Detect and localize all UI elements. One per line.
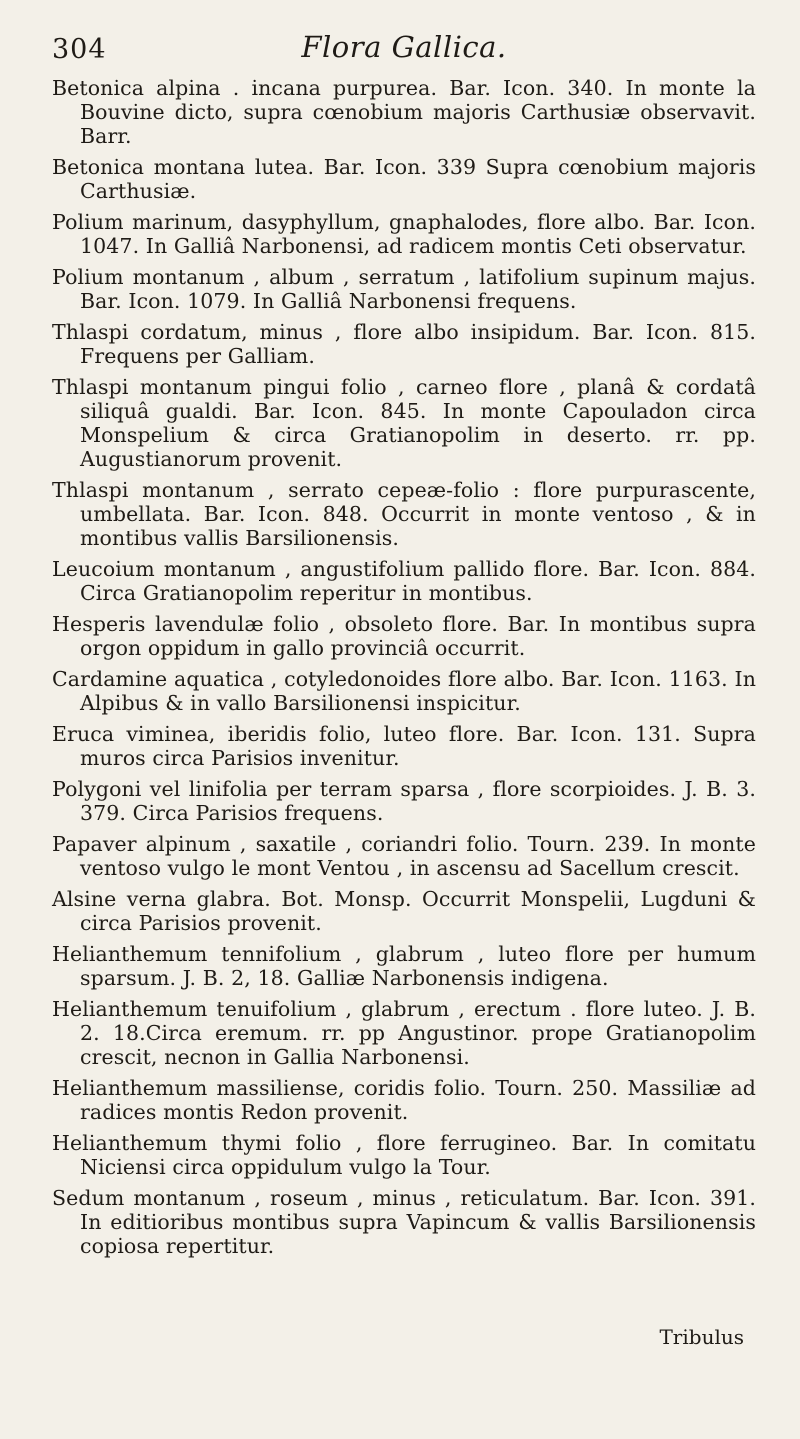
page-header	[52, 30, 756, 76]
entry-alsine-verna: Alsine verna glabra. Bot. Monsp. Occurrit Monspelii, Lugduni & circa Parisios provenit.	[52, 887, 756, 935]
entry-helianthemum-tenuifolium: Helianthemum tenuifolium , glabrum , erectum . flore luteo. J. B. 2. 18.Circa eremum. rr. pp Angustinor. prope Gratianopolim crescit, necnon in Gallia Narbonensi.	[52, 997, 756, 1069]
entry-eruca-viminea: Eruca viminea, iberidis folio, luteo flore. Bar. Icon. 131. Supra muros circa Parisios invenitur.	[52, 722, 756, 770]
entry-helianthemum-tennifolium: Helianthemum tennifolium , glabrum , luteo flore per humum sparsum. J. B. 2, 18. Galliæ Narbonensis indigena.	[52, 942, 756, 990]
entry-polium-marinum: Polium marinum, dasyphyllum, gnaphalodes, flore albo. Bar. Icon. 1047. In Galliâ Narbonensi, ad radicem montis Ceti observatur.	[52, 210, 756, 258]
entry-polium-montanum: Polium montanum , album , serratum , latifolium supinum majus. Bar. Icon. 1079. In Galliâ Narbonensi frequens.	[52, 265, 756, 313]
entry-polygoni: Polygoni vel linifolia per terram sparsa , flore scorpioides. J. B. 3. 379. Circa Parisios frequens.	[52, 777, 756, 825]
entry-leucoium-montanum: Leucoium montanum , angustifolium pallido flore. Bar. Icon. 884. Circa Gratianopolim reperitur in montibus.	[52, 557, 756, 605]
entries-list	[52, 76, 756, 1258]
page-number: 304	[52, 34, 107, 65]
catchword: Tribulus	[659, 1325, 744, 1349]
entry-hesperis-lavendulae: Hesperis lavendulæ folio , obsoleto flore. Bar. In montibus supra orgon oppidum in gallo provinciâ occurrit.	[52, 612, 756, 660]
entry-betonica-montana: Betonica montana lutea. Bar. Icon. 339 Supra cœnobium majoris Carthusiæ.	[52, 155, 756, 203]
running-title: Flora Gallica.	[301, 30, 507, 64]
entry-papaver-alpinum: Papaver alpinum , saxatile , coriandri folio. Tourn. 239. In monte ventoso vulgo le mont Ventou , in ascensu ad Sacellum crescit.	[52, 832, 756, 880]
entry-thlaspi-montanum-serrato: Thlaspi montanum , serrato cepeæ-folio : flore purpurascente, umbellata. Bar. Icon. 848. Occurrit in monte ventoso , & in montibus vallis Barsilionensis.	[52, 478, 756, 550]
entry-sedum-montanum: Sedum montanum , roseum , minus , reticulatum. Bar. Icon. 391. In editioribus montibus supra Vapincum & vallis Barsilionensis copiosa repertitur.	[52, 1186, 756, 1258]
entry-helianthemum-thymi: Helianthemum thymi folio , flore ferrugineo. Bar. In comitatu Niciensi circa oppidulum vulgo la Tour.	[52, 1131, 756, 1179]
entry-cardamine-aquatica: Cardamine aquatica , cotyledonoides flore albo. Bar. Icon. 1163. In Alpibus & in vallo Barsilionensi inspicitur.	[52, 667, 756, 715]
entry-betonica-alpina: Betonica alpina . incana purpurea. Bar. Icon. 340. In monte la Bouvine dicto, supra cœnobium majoris Carthusiæ observavit. Barr.	[52, 76, 756, 148]
entry-thlaspi-montanum-pingui: Thlaspi montanum pingui folio , carneo flore , planâ & cordatâ siliquâ gualdi. Bar. Icon. 845. In monte Capouladon circa Monspelium & circa Gratianopolim in deserto. rr. pp. Augustianorum provenit.	[52, 375, 756, 471]
entry-thlaspi-cordatum: Thlaspi cordatum, minus , flore albo insipidum. Bar. Icon. 815. Frequens per Galliam.	[52, 320, 756, 368]
entry-helianthemum-massiliense: Helianthemum massiliense, coridis folio. Tourn. 250. Massiliæ ad radices montis Redon provenit.	[52, 1076, 756, 1124]
